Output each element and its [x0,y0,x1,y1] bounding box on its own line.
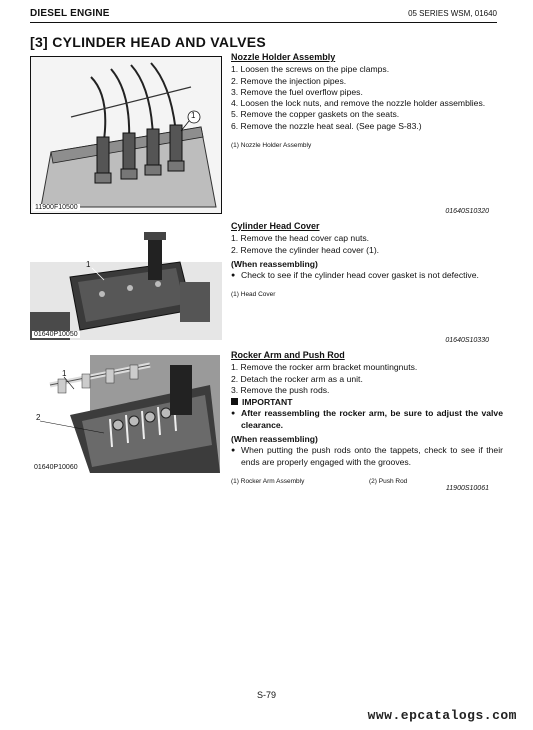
watermark: www.epcatalogs.com [367,708,517,723]
header-manual-id: 05 SERIES WSM, 01640 [408,9,497,18]
step: 1. Remove the head cover cap nuts. [231,233,370,244]
reassembling-subhead: (When reassembling) [231,434,318,445]
photo-caption: 11900F10500 [35,204,78,211]
legend-item: (2) Push Rod [369,477,408,485]
step: 2. Remove the injection pipes. [231,75,347,86]
important-square-icon [231,398,238,405]
section-title: Rocker Arm and Push Rod [231,350,345,360]
reassembling-subhead: (When reassembling) [231,258,318,269]
section-code: 11900S10061 [445,485,489,492]
photo-callout-2: 2 [36,413,41,422]
important-bullet: ● After reassembling the rocker arm, be sure to adjust the valve clearance. [231,408,503,431]
header-section-title: DIESEL ENGINE [30,8,110,19]
rocker-arm-photo [30,355,220,473]
step: 6. Remove the nozzle heat seal. (See page S-83.) [231,120,422,131]
cylinder-head-cover-section [231,221,503,301]
legend [231,289,503,300]
step-list [231,64,503,132]
section-code: 01640S10330 [445,337,489,344]
legend-item: (1) Rocker Arm Assembly [231,477,305,485]
important-label: IMPORTANT [242,397,293,408]
step: 3. Remove the push rods. [231,384,330,395]
step-list [231,233,503,256]
photo-callout-1: 1 [62,369,67,378]
bullet-item: ● Check to see if the cylinder head cover gasket is not defective. [231,270,503,281]
rocker-arm-section [231,350,503,487]
photo-caption: 01640P10060 [34,464,78,471]
important-heading [231,397,503,408]
section-title: Nozzle Holder Assembly [231,52,336,62]
step: 2. Detach the rocker arm as a unit. [231,373,363,384]
step-list [231,362,503,396]
step: 5. Remove the copper gaskets on the seats. [231,109,400,120]
step: 3. Remove the fuel overflow pipes. [231,86,363,97]
bullet-item: ● When putting the push rods onto the tappets, check to see if their ends are properly engaged with the grooves. [231,445,503,468]
section-title: Cylinder Head Cover [231,221,320,231]
header-rule [30,22,497,23]
photo-callout-1: 1 [191,111,196,120]
step: 1. Remove the rocker arm bracket mountingnuts. [231,362,418,373]
step: 1. Loosen the screws on the pipe clamps. [231,64,390,75]
photo-caption: 01640P10050 [34,331,78,338]
step: 2. Remove the cylinder head cover (1). [231,244,380,255]
nozzle-holder-section [231,52,503,151]
section-code: 01640S10320 [445,208,489,215]
nozzle-holder-photo [30,56,222,214]
legend-item: (1) Head Cover [231,291,276,299]
cylinder-head-cover-photo [30,222,222,340]
legend-item: (1) Nozzle Holder Assembly [231,142,312,150]
step: 4. Loosen the lock nuts, and remove the nozzle holder assemblies. [231,98,486,109]
page-title: [3] CYLINDER HEAD AND VALVES [30,34,267,50]
page-number: S-79 [256,690,276,700]
legend [231,140,503,151]
photo-callout-1: 1 [86,260,91,269]
